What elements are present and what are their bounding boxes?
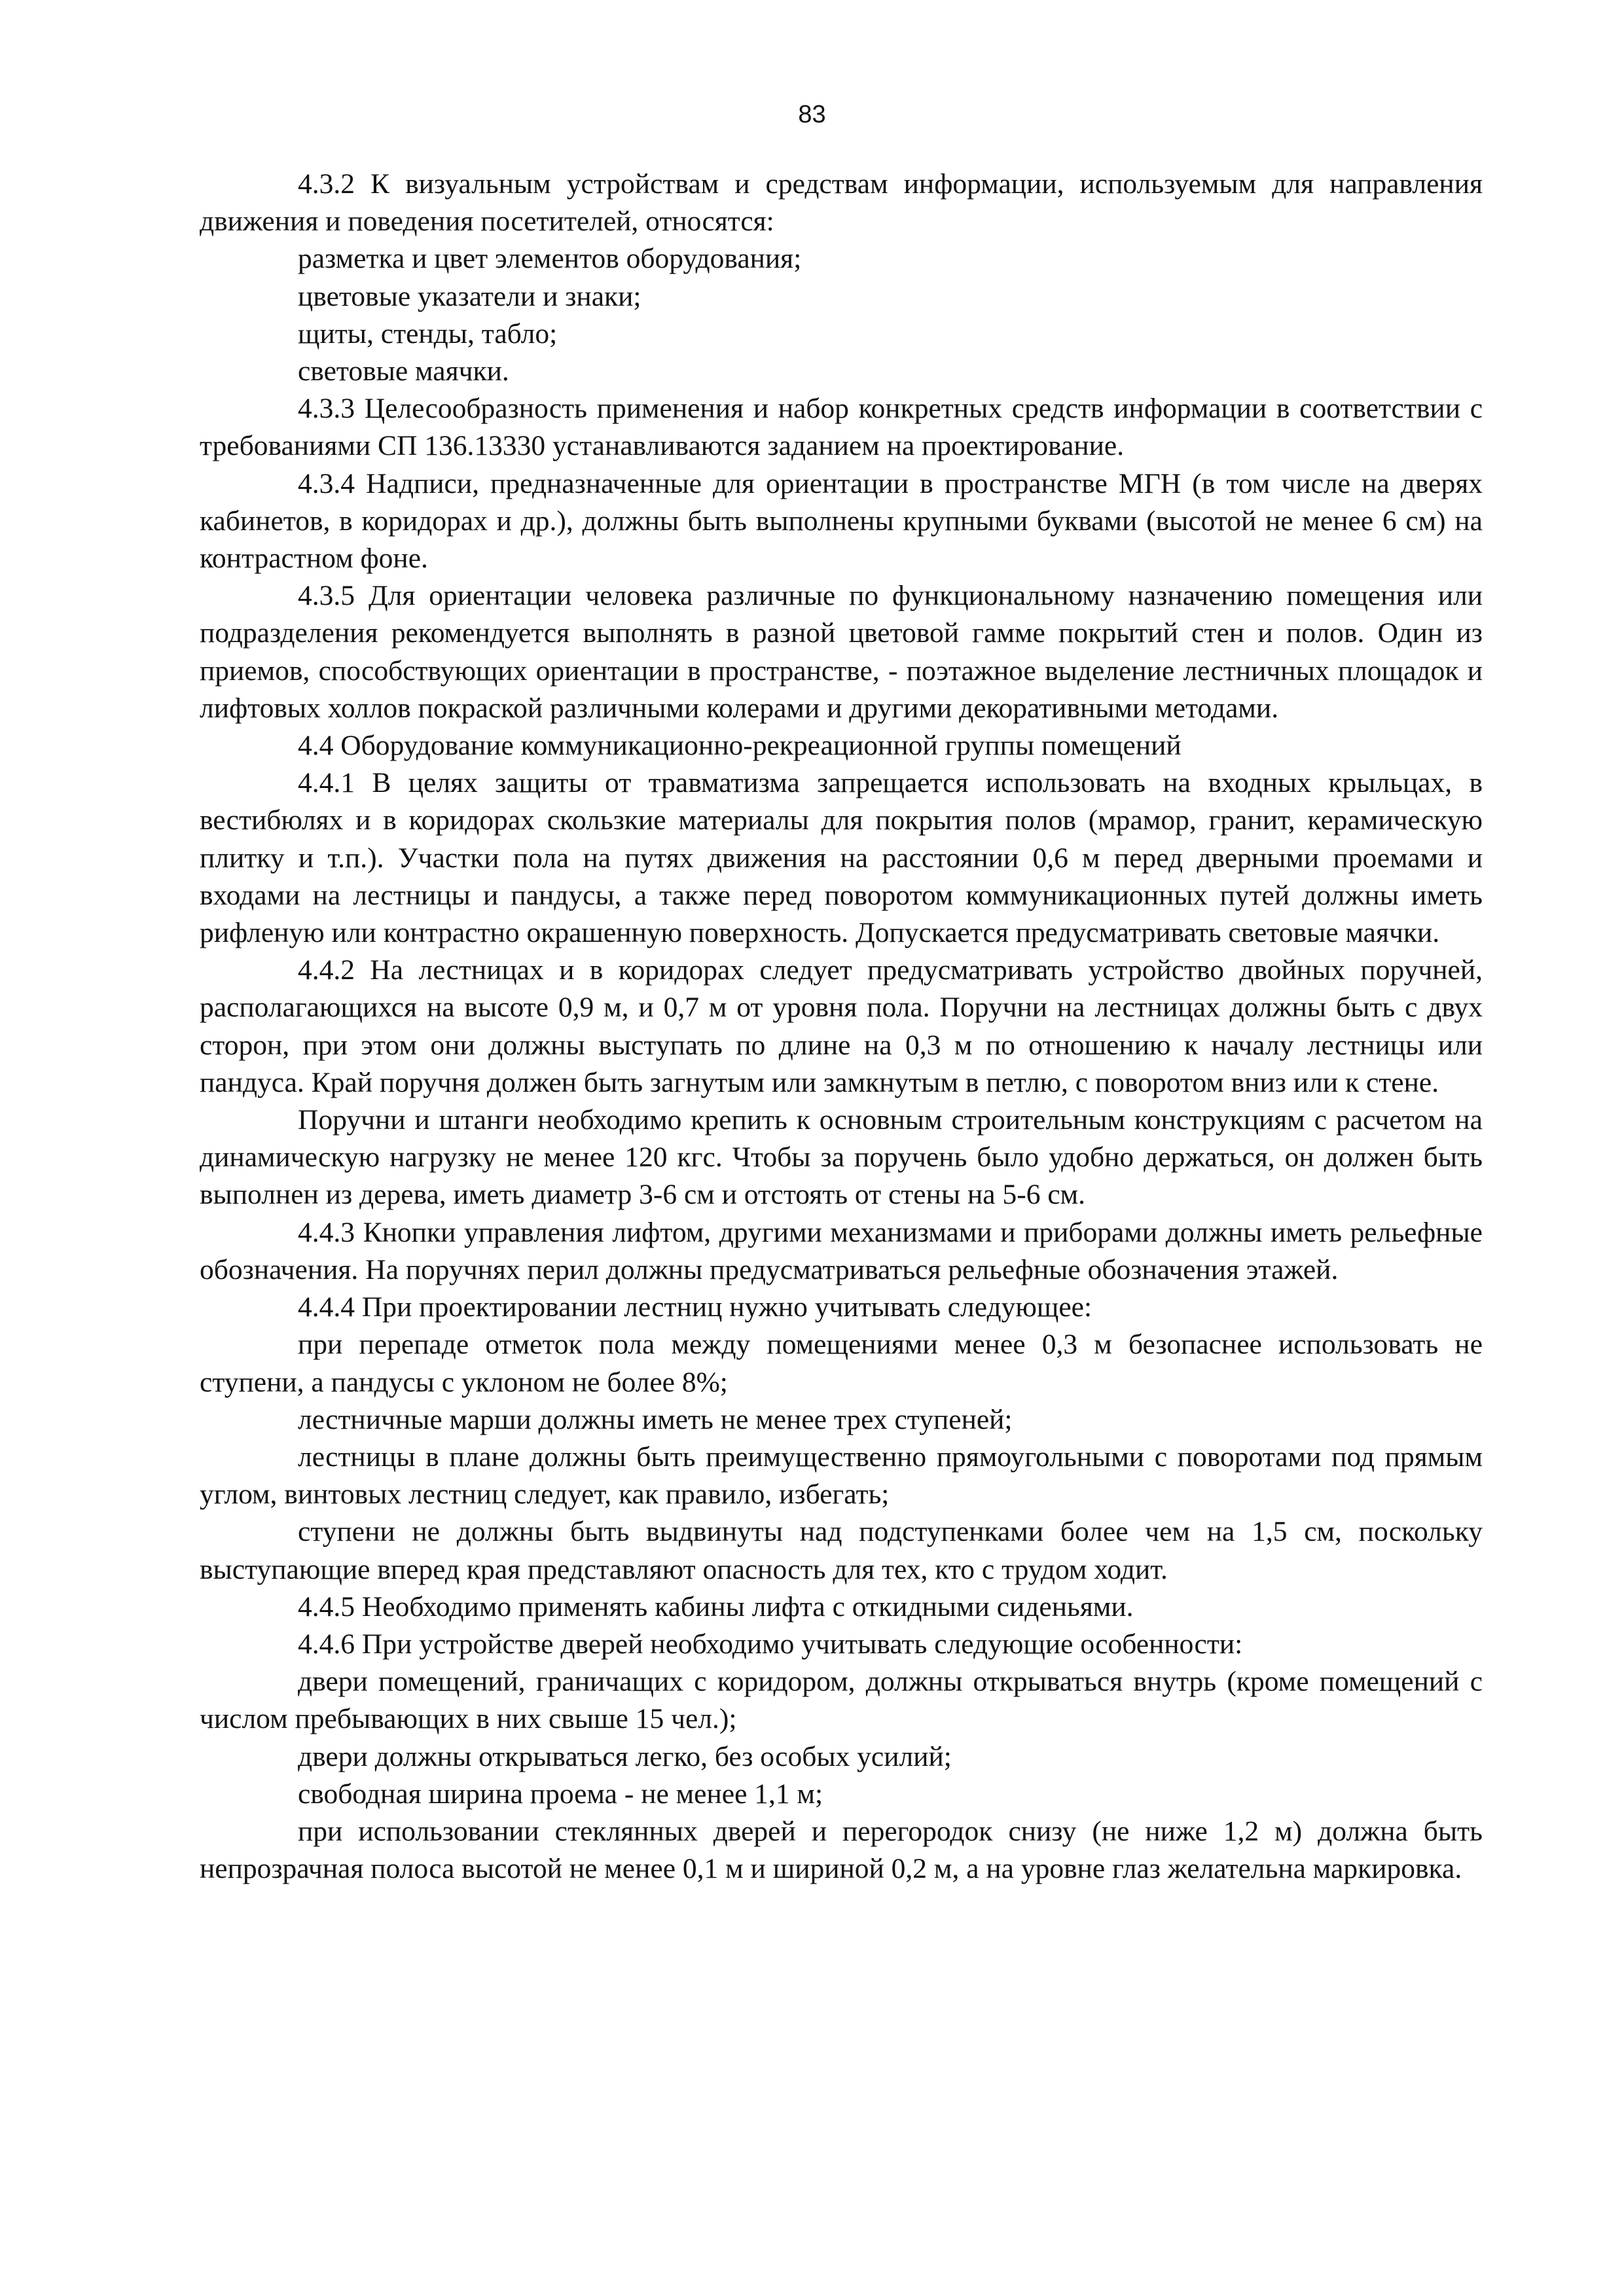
paragraph-4-3-3: 4.3.3 Целесообразность применения и набор конкретных средств информации в соответствии с требованиями СП 136.13330 устанавливаются заданием на проектирование. (200, 393, 1483, 462)
page-number: 83 (798, 101, 826, 128)
list-item-doors-easy: двери должны открываться легко, без особых усилий; (298, 1740, 952, 1772)
paragraph-4-4-6: 4.4.6 При устройстве дверей необходимо учитывать следующие особенности: (298, 1628, 1243, 1660)
list-item-door-width: свободная ширина проема - не менее 1,1 м; (298, 1778, 823, 1810)
list-item-color-signs: цветовые указатели и знаки; (298, 280, 641, 312)
list-item-stair-flights: лестничные марши должны иметь не менее трех ступеней; (298, 1403, 1013, 1435)
paragraph-4-4-4: 4.4.4 При проектировании лестниц нужно учитывать следующее: (298, 1291, 1092, 1323)
list-item-boards: щиты, стенды, табло; (298, 317, 558, 350)
paragraph-4-4-3: 4.4.3 Кнопки управления лифтом, другими механизмами и приборами должны иметь рельефные обозначения. На поручнях перил должны предусматриваться рельефные обозначения этажей. (200, 1216, 1483, 1285)
list-item-steps: ступени не должны быть выдвинуты над подступенками более чем на 1,5 см, поскольку выступающие вперед края представляют опасность для тех, кто с трудом ходит. (200, 1516, 1483, 1585)
section-heading-4-4: 4.4 Оборудование коммуникационно-рекреационной группы помещений (298, 730, 1182, 762)
paragraph-4-4-2: 4.4.2 На лестницах и в коридорах следует предусматривать устройство двойных поручней, располагающихся на высоте 0,9 м, и 0,7 м от уровня пола. Поручни на лестницах должны быть с двух сторон, при этом они должны выступать по длине на 0,3 м по отношению к началу лестницы или пандуса. Край поручня должен быть загнутым или замкнутым в петлю, с поворотом вниз или к стене. (200, 954, 1483, 1098)
paragraph-4-3-4: 4.3.4 Надписи, предназначенные для ориентации в пространстве МГН (в том числе на дверях кабинетов, в коридорах и др.), должны быть выполнены крупными буквами (высотой не менее 6 см) на контрастном фоне. (200, 467, 1483, 575)
list-item-doors-inward: двери помещений, граничащих с коридором, должны открываться внутрь (кроме помещений с числом пребывающих в них свыше 15 чел.); (200, 1666, 1483, 1735)
list-item-stair-plan: лестницы в плане должны быть преимущественно прямоугольными с поворотами под прямым углом, винтовых лестниц следует, как правило, избегать; (200, 1441, 1483, 1511)
document-body (200, 166, 1483, 1888)
paragraph-handrails: Поручни и штанги необходимо крепить к основным строительным конструкциям с расчетом на динамическую нагрузку не менее 120 кгс. Чтобы за поручень было удобно держаться, он должен быть выполнен из дерева, иметь диаметр 3-6 см и отстоять от стены на 5-6 см. (200, 1104, 1483, 1211)
list-item-floor-level: при перепаде отметок пола между помещениями менее 0,3 м безопаснее использовать не ступени, а пандусы с уклоном не более 8%; (200, 1329, 1483, 1398)
list-item-glass-doors: при использовании стеклянных дверей и перегородок снизу (не ниже 1,2 м) должна быть непрозрачная полоса высотой не менее 0,1 м и шириной 0,2 м, а на уровне глаз желательна маркировка. (200, 1815, 1483, 1885)
paragraph-4-4-5: 4.4.5 Необходимо применять кабины лифта с откидными сиденьями. (298, 1590, 1134, 1623)
paragraph-4-3-2: 4.3.2 К визуальным устройствам и средствам информации, используемым для направления движения и поведения посетителей, относятся: (200, 168, 1483, 238)
list-item-marking: разметка и цвет элементов оборудования; (298, 243, 802, 275)
paragraph-4-3-5: 4.3.5 Для ориентации человека различные по функциональному назначению помещения или подразделения рекомендуется выполнять в разной цветовой гамме покрытий стен и полов. Один из приемов, способствующих ориентации в пространстве, - поэтажное выделение лестничных площадок и лифтовых холлов покраской различными колерами и другими декоративными методами. (200, 580, 1483, 724)
list-item-light-beacons: световые маячки. (298, 355, 509, 387)
paragraph-4-4-1: 4.4.1 В целях защиты от травматизма запрещается использовать на входных крыльцах, в вестибюлях и в коридорах скользкие материалы для покрытия полов (мрамор, гранит, керамическую плитку и т.п.). Участки пола на путях движения на расстоянии 0,6 м перед дверными проемами и входами на лестницы и пандусы, а также перед поворотом коммуникационных путей должны иметь рифленую или контрастно окрашенную поверхность. Допускается предусматривать световые маячки. (200, 767, 1483, 949)
